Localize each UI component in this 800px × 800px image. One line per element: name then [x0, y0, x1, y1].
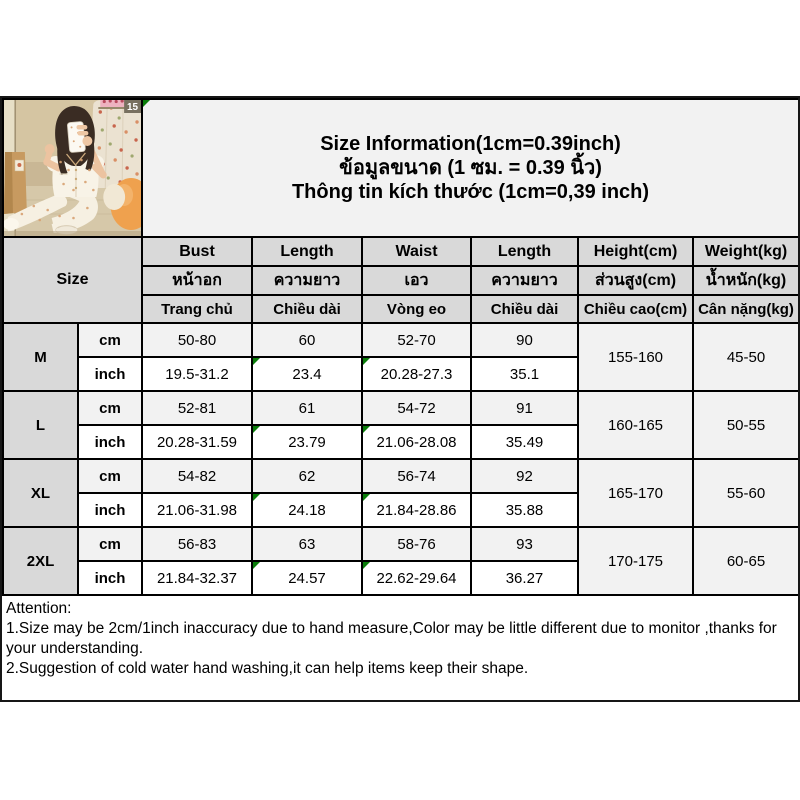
header-cell: Bust [142, 237, 252, 266]
table-row [3, 527, 799, 561]
value-cell: 62 [252, 459, 362, 493]
photo-badge-text: 15 [127, 101, 139, 114]
value-cell: 23.79 [252, 425, 362, 459]
value-cell: 61 [252, 391, 362, 425]
header-cell: หน้าอก [142, 266, 252, 295]
value-cell: 91 [471, 391, 578, 425]
header-cell: ความยาว [252, 266, 362, 295]
unit-cell: inch [78, 493, 142, 527]
value-cell: 20.28-31.59 [142, 425, 252, 459]
header-cell: Chiều dài [252, 295, 362, 323]
value-cell: 21.06-28.08 [362, 425, 471, 459]
value-cell: 50-80 [142, 323, 252, 357]
value-cell: 90 [471, 323, 578, 357]
height-cell: 165-170 [578, 459, 693, 527]
header-row-en [3, 237, 799, 266]
weight-cell: 60-65 [693, 527, 799, 595]
value-cell: 56-74 [362, 459, 471, 493]
attention-line-2: 2.Suggestion of cold water hand washing,it can help items keep their shape. [6, 660, 529, 677]
value-cell: 60 [252, 323, 362, 357]
table-row [3, 323, 799, 357]
weight-cell: 55-60 [693, 459, 799, 527]
size-cell: XL [3, 459, 78, 527]
header-cell: Waist [362, 237, 471, 266]
header-cell: น้ำหนัก(kg) [693, 266, 799, 295]
value-cell: 21.06-31.98 [142, 493, 252, 527]
table-row [3, 459, 799, 493]
header-cell: ความยาว [471, 266, 578, 295]
value-cell: 63 [252, 527, 362, 561]
header-cell: Trang chủ [142, 295, 252, 323]
value-cell: 23.4 [252, 357, 362, 391]
size-table [2, 98, 800, 596]
weight-cell: 45-50 [693, 323, 799, 391]
unit-cell: inch [78, 357, 142, 391]
height-cell: 170-175 [578, 527, 693, 595]
value-cell: 35.49 [471, 425, 578, 459]
header-cell: Length [471, 237, 578, 266]
unit-cell: cm [78, 527, 142, 561]
value-cell: 21.84-28.86 [362, 493, 471, 527]
height-cell: 160-165 [578, 391, 693, 459]
value-cell: 52-81 [142, 391, 252, 425]
header-cell: Cân nặng(kg) [693, 295, 799, 323]
title-line-vi: Thông tin kích thước (1cm=0,39 inch) [291, 181, 650, 203]
value-cell: 56-83 [142, 527, 252, 561]
table-row [3, 391, 799, 425]
value-cell: 35.1 [471, 357, 578, 391]
value-cell: 93 [471, 527, 578, 561]
value-cell: 92 [471, 459, 578, 493]
size-cell: L [3, 391, 78, 459]
value-cell: 52-70 [362, 323, 471, 357]
value-cell: 22.62-29.64 [362, 561, 471, 595]
unit-cell: cm [78, 323, 142, 357]
header-cell: Length [252, 237, 362, 266]
size-header-cell: Size [3, 237, 142, 323]
weight-cell: 50-55 [693, 391, 799, 459]
value-cell: 54-82 [142, 459, 252, 493]
value-cell: 24.57 [252, 561, 362, 595]
unit-cell: inch [78, 561, 142, 595]
header-cell: Chiều cao(cm) [578, 295, 693, 323]
value-cell: 36.27 [471, 561, 578, 595]
value-cell: 20.28-27.3 [362, 357, 471, 391]
unit-cell: cm [78, 459, 142, 493]
header-cell: Chiều dài [471, 295, 578, 323]
size-info-title-cell [142, 99, 799, 237]
header-cell: Vòng eo [362, 295, 471, 323]
attention-heading: Attention: [6, 600, 72, 617]
size-chart-sheet [0, 96, 800, 702]
header-cell: ส่วนสูง(cm) [578, 266, 693, 295]
value-cell: 19.5-31.2 [142, 357, 252, 391]
height-cell: 155-160 [578, 323, 693, 391]
photo-title-row [3, 99, 799, 237]
value-cell: 21.84-32.37 [142, 561, 252, 595]
attention-line-1: 1.Size may be 2cm/1inch inaccuracy due to hand measure,Color may be little different due to monitor ,thanks for your understanding. [6, 620, 777, 657]
header-cell: เอว [362, 266, 471, 295]
product-photo-cell [3, 99, 142, 237]
product-photo [4, 100, 141, 236]
value-cell: 24.18 [252, 493, 362, 527]
title-line-th: ข้อมูลขนาด (1 ซม. = 0.39 นิ้ว) [339, 157, 602, 179]
unit-cell: cm [78, 391, 142, 425]
title-line-en: Size Information(1cm=0.39inch) [320, 133, 621, 155]
size-cell: M [3, 323, 78, 391]
header-cell: Weight(kg) [693, 237, 799, 266]
egg-plush [103, 184, 125, 210]
header-cell: Height(cm) [578, 237, 693, 266]
unit-cell: inch [78, 425, 142, 459]
size-cell: 2XL [3, 527, 78, 595]
value-cell: 35.88 [471, 493, 578, 527]
value-cell: 58-76 [362, 527, 471, 561]
attention-note [2, 596, 798, 700]
value-cell: 54-72 [362, 391, 471, 425]
